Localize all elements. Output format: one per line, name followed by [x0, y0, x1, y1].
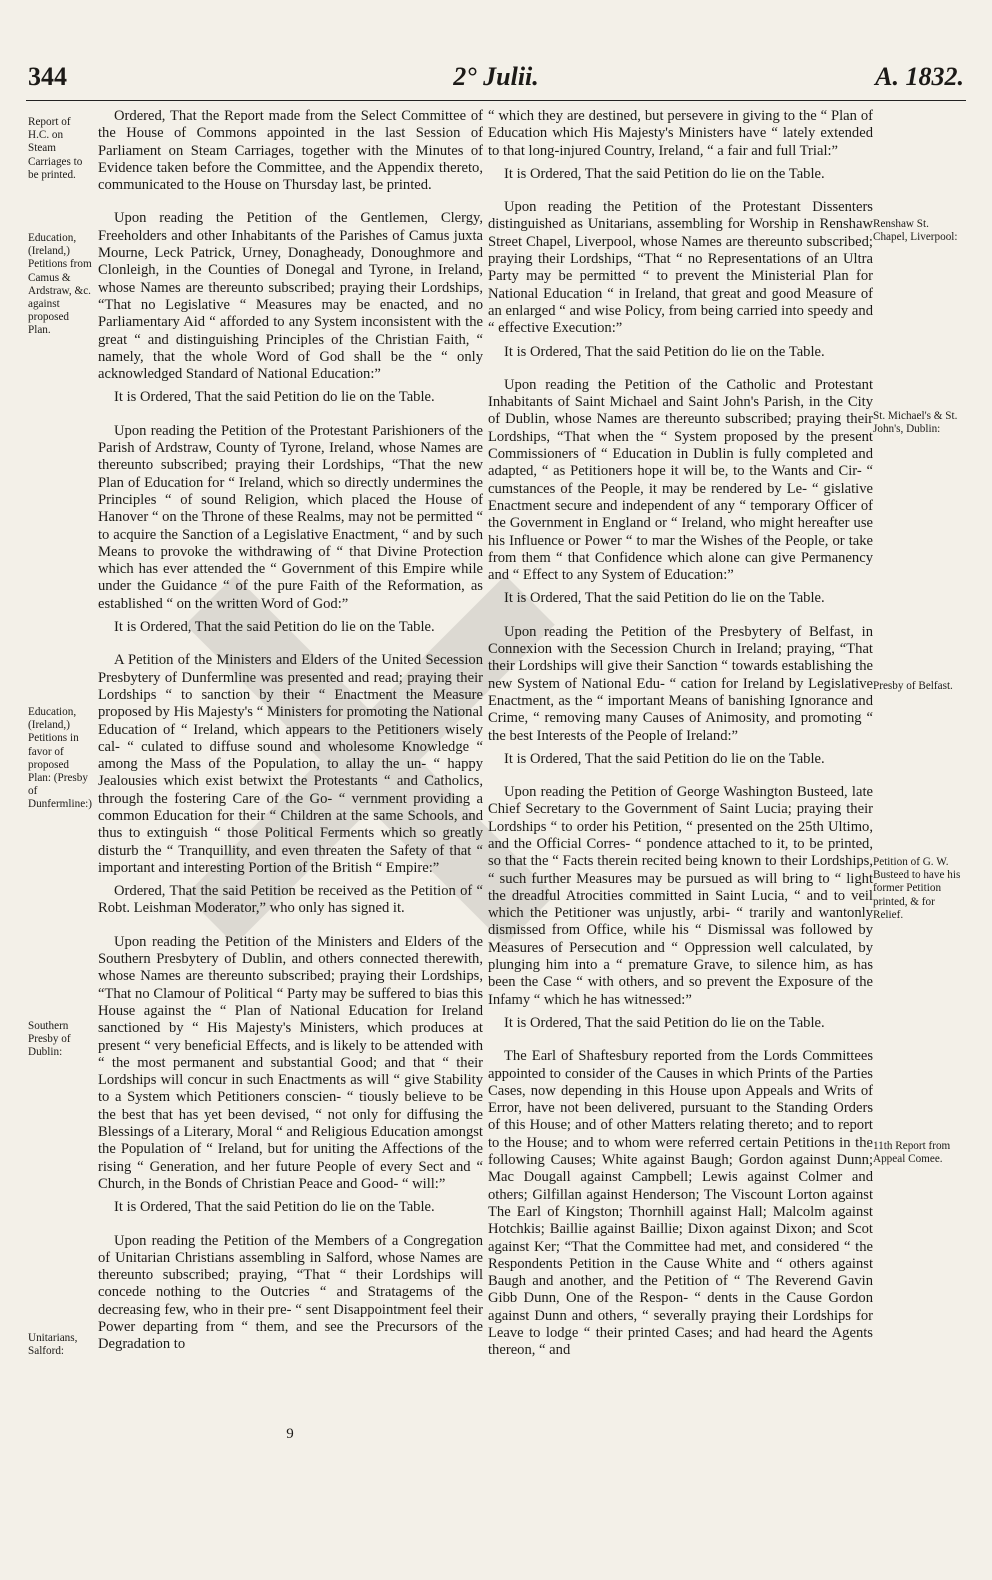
margin-note: Unitarians, Salford: [28, 1332, 78, 1358]
petition-paragraph: Upon reading the Petition of the Protestant Parishioners of the Parish of Ardstraw, County of Tyrone, Ireland, whose Names are thereunto subscribed; praying their Lordships, “That the new Plan of Education for “ Ireland, which so directly undermines the Principles “ of sound Religion, which placed the House of Hanover “ on the Throne of these Realms, may not be permitted “ to acquire the Sanction of a Legislative Enactment, “ and by such Means to provoke the withdrawing of “ that Divine Protection which has ever attended the “ Government of this Empire while under the Guidance “ of the pure Faith of the Reformation, as established “ on the written Word of God:” [98, 422, 483, 612]
margin-note: Renshaw St. Chapel, Liverpool: [873, 218, 958, 244]
petition-paragraph: Upon reading the Petition of the Gentlemen, Clergy, Freeholders and other Inhabitants of the Parishes of Camus juxta Mourne, Leck Patrick, Urney, Donagheady, Donoughmore and Clonleigh, in the Counties of Donegal and Tyrone, in Ireland, whose Names are thereunto subscribed; praying their Lordships, “That no Legislative “ Measures may be enacted, and no Parliamentary Aid “ afforded to any System inconsistent with the great “ and distinguishing Principles of the Christian Faith, “ namely, that the whole Word of God shall be the “ only acknowledged Standard of National Education:” [98, 210, 483, 383]
order-paragraph: It is Ordered, That the said Petition do lie on the Table. [504, 590, 825, 607]
margin-note: 11th Report from Appeal Comee. [873, 1140, 951, 1166]
petition-paragraph: Upon reading the Petition of the Members of a Congregation of Unitarian Christians assembling in Salford, whose Names are thereunto subscribed; praying, “That “ their Lordships will concede nothing to the Outcries “ and Stratagems of the decreasing few, who in their pre- “ sent Disappointment feel their Power departing from “ them, and see the Precursors of the Degradation to [98, 1232, 483, 1353]
margin-note: Presby of Belfast. [873, 680, 953, 692]
petition-paragraph: Upon reading the Petition of the Ministers and Elders of the Southern Presbytery of Dublin, and others connected therewith, whose Names are thereunto subscribed; praying their Lordships, “That no Clamour of Political “ Party may be suffered to bias this House against the “ Plan of National Education for Ireland sanctioned by “ His Majesty's Ministers, which produces at present “ very beneficial Effects, and is likely to be attended with “ the most permanent and substantial Good; and that “ their Lordships will concur in such Enactments as will “ give Stability to a System which Petitioners conscien- “ tiously believe to be the best that has yet been devised, “ not only for diffusing the Blessings of a Literary, Moral “ and Religious Education amongst the Population of “ Ireland, but for uniting the Affections of the rising “ Generation, and her future People of every Sect and “ Church, in the Bonds of Christian Peace and Good- “ will:” [98, 933, 483, 1192]
order-paragraph: It is Ordered, That the said Petition do lie on the Table. [114, 1199, 435, 1216]
margin-note: Education, (Ireland,) Petitions in favor of proposed Plan: (Presby of Dunfermline:) [28, 706, 92, 811]
petition-paragraph: Upon reading the Petition of the Presbytery of Belfast, in Connexion with the Secession Church in Ireland; praying, “That their Lordships will give their Sanction “ towards establishing the new System of National Edu- “ cation for Ireland by Legislative Enactment, as the “ important Means of banishing Ignorance and Crime, “ removing many Causes of Animosity, and promoting “ the best Interests of the People of Ireland:” [488, 623, 873, 744]
margin-note: Education, (Ireland,) Petitions from Camus & Ardstraw, &c. against proposed Plan. [28, 232, 92, 337]
margin-note: Southern Presby of Dublin: [28, 1020, 71, 1059]
page-year: A. 1832. [875, 62, 964, 91]
margin-note: St. Michael's & St. John's, Dublin: [873, 410, 958, 436]
page-date: 2° Julii. [453, 62, 539, 91]
petition-paragraph: Upon reading the Petition of George Washington Busteed, late Chief Secretary to the Government of Saint Lucia; praying their Lordships “ to order his Petition, “ presented on the 25th Ultimo, and the Official Corres- “ pondence attached to it, to be printed, so that the “ Facts therein recited being known to their Lordships, “ such further Measures may be pursued as will bring to “ light the dreadful Atrocities committed in Saint Lucia, “ and to veil which the Petitioner was unjustly, arbi- “ trarily and wantonly dismissed from Office, while his “ Dismissal was followed by Measures of Persecution and “ Oppression well calculated, by plunging him into a “ premature Grave, to silence him, as has been the Case “ with others, and so prevent the Exposure of the Infamy “ which he has witnessed:” [488, 784, 873, 1008]
order-paragraph: It is Ordered, That the said Petition do lie on the Table. [504, 1014, 825, 1031]
margin-note: Report of H.C. on Steam Carriages to be printed. [28, 116, 83, 181]
petition-paragraph: Upon reading the Petition of the Catholic and Protestant Inhabitants of Saint Michael and Saint John's Parish, in the City of Dublin, whose Names are thereunto subscribed; praying their Lordships, “That when the “ System proposed by the present Commissioners of “ Education in Dublin is fully completed and adapted, “ as Petitioners hope it will be, to the Wants and Cir- “ cumstances of the People, it may be rendered by Le- “ gislative Enactment secure and independent of any “ temporary Officer of the Government in England or “ Ireland, who might hereafter use his Influence or Power “ to mar the Wishes of the People, or take from them “ that Confidence which alone can give Permanency and “ Effect to any System of Education:” [488, 376, 873, 584]
order-paragraph: It is Ordered, That the said Petition do lie on the Table. [114, 619, 435, 636]
report-paragraph: The Earl of Shaftesbury reported from the Lords Committees appointed to consider of the Causes in which Prints of the Parties Cases, now depending in this House upon Appeals and Writs of Error, have not been delivered, pursuant to the Standing Orders of this House; and of other Matters relating thereto; and to report to the House; and to whom were referred certain Petitions in the following Causes; White against Baugh; Gordon against Dunn; Mac Dougall against Campbell; Lewis against Colmer and others; Gilfillan against Henderson; The Viscount Lorton against The Earl of Kingston; Thornhill against Hall; Malcolm against Hotchkis; Baillie against Baillie; Dixon against Dixon; and Scot against Ker; “That the Committee had met, and considered “ the Respondents Petition in the Cause White and “ others against Baugh and another, and the Petition of “ The Reverend Gavin Gibb Dunn, One of the Respon- “ dents in the Cause Gordon against Dunn and others, “ severally praying their Lordships for Leave to lodge “ their printed Cases; and had heard the Agents thereon, “ and [488, 1048, 873, 1359]
left-column [98, 108, 483, 1360]
order-paragraph: It is Ordered, That the said Petition do lie on the Table. [504, 750, 825, 767]
header-rule [26, 100, 966, 101]
order-paragraph: Ordered, That the Report made from the Select Committee of the House of Commons appointed in the last Session of Parliament on Steam Carriages, together with the Minutes of Evidence taken before the Committee, and the Appendix thereto, communicated to the House on Thursday last, be printed. [98, 108, 483, 194]
order-paragraph: It is Ordered, That the said Petition do lie on the Table. [504, 343, 825, 360]
petition-paragraph: “ which they are destined, but persevere in giving to the “ Plan of Education which His Majesty's Ministers have “ lately extended to that long-injured Country, Ireland, “ a fair and full Trial:” [488, 108, 873, 159]
order-paragraph: It is Ordered, That the said Petition do lie on the Table. [504, 165, 825, 182]
order-paragraph: It is Ordered, That the said Petition do lie on the Table. [114, 389, 435, 406]
margin-note: Petition of G. W. Busteed to have his former Petition printed, & for Relief. [873, 856, 961, 921]
page-header [0, 58, 992, 98]
order-paragraph: Ordered, That the said Petition be received as the Petition of “ Robt. Leishman Moderator,” who only has signed it. [98, 883, 483, 917]
petition-paragraph: A Petition of the Ministers and Elders of the United Secession Presbytery of Dunfermline was presented and read; praying their Lordships “ to sanction by their “ Enactment the Measure proposed by His Majesty's “ Ministers for promoting the National Education of “ Ireland, which appears to the Petitioners wisely cal- “ culated to diffuse sound and wholesome Knowledge “ among the Mass of the Population, to allay the un- “ happy Jealousies which exist betwixt the Protestants “ and Catholics, through the fostering Care of the Go- “ vernment providing a common Education for their “ Children at the same Schools, and thus to extinguish “ those Political Ferments which so greatly disturb the “ Tranquillity, and even threaten the Safety of that “ important and interesting Portion of the British “ Empire:” [98, 652, 483, 876]
page-number: 344 [28, 62, 67, 91]
petition-paragraph: Upon reading the Petition of the Protestant Dissenters distinguished as Unitarians, assembling for Worship in Renshaw Street Chapel, Liverpool, whose Names are thereunto subscribed; praying their Lordships, “That “ no Representations of an Ultra Party may be permitted “ to prevent the Ministerial Plan for National Education “ in Ireland, that great and good Measure of an enlarged “ and wise Policy, from being carried into speedy and “ effective Execution:” [488, 199, 873, 337]
right-column [488, 108, 873, 1366]
signature-mark: 9 [286, 1426, 294, 1442]
